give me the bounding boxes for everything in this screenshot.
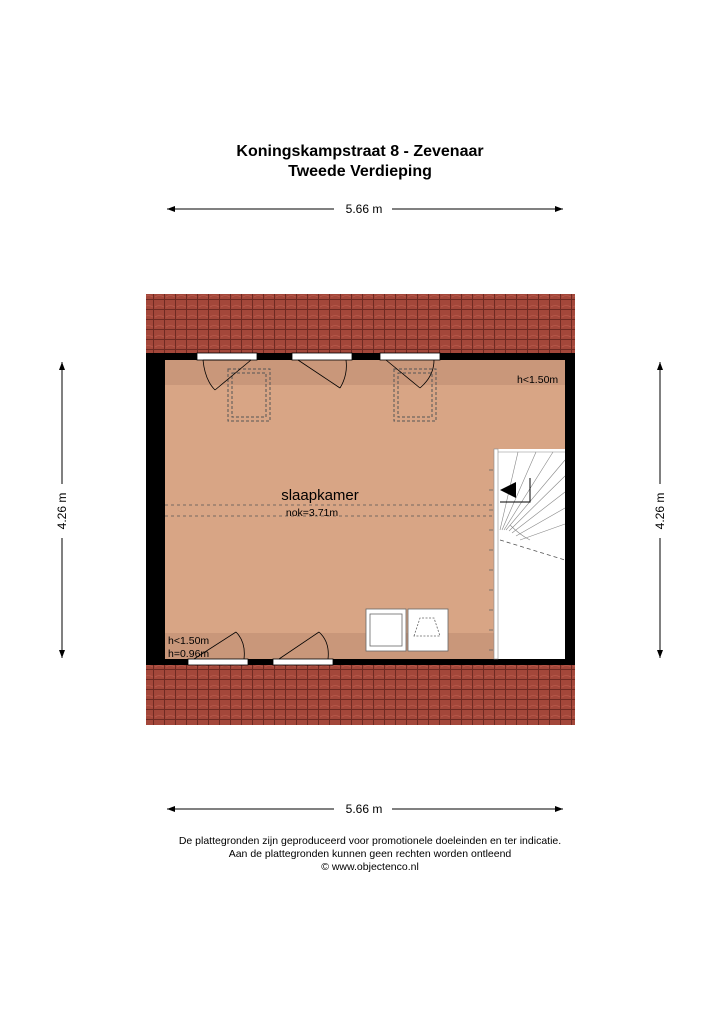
- dimension-top-label: 5.66 m: [345, 202, 383, 216]
- plan-title: Koningskampstraat 8 - Zevenaar: [236, 143, 484, 160]
- dimension-bottom: [167, 802, 563, 816]
- dimension-right-label: 4.26 m: [653, 492, 667, 530]
- staircase: [489, 449, 565, 659]
- washing-machine-icon: [366, 609, 406, 651]
- dimension-left-label: 4.26 m: [55, 492, 69, 530]
- copyright-line: © www.objectenco.nl: [321, 861, 419, 873]
- height-label-top-right: h<1.50m: [517, 374, 559, 386]
- dimension-top: [167, 202, 563, 216]
- roof-tiles-top: [146, 294, 575, 354]
- height-label-bottom-left-2: h=0.96m: [168, 648, 210, 660]
- disclaimer-line-1: De plattegronden zijn geproduceerd voor promotionele doeleinden en ter indicatie.: [178, 835, 562, 847]
- ridge-height-label: nok=3.71m: [285, 507, 339, 519]
- dimension-left: [55, 362, 69, 658]
- floor-title: Tweede Verdieping: [288, 163, 432, 180]
- sink-icon: [408, 609, 448, 651]
- dimension-right: [653, 362, 667, 658]
- roof-tiles-bottom: [146, 664, 575, 725]
- height-label-bottom-left-1: h<1.50m: [168, 635, 210, 647]
- disclaimer-line-2: Aan de plattegronden kunnen geen rechten worden ontleend: [228, 848, 512, 860]
- room-name-label: slaapkamer: [281, 487, 359, 504]
- dimension-bottom-label: 5.66 m: [345, 802, 383, 816]
